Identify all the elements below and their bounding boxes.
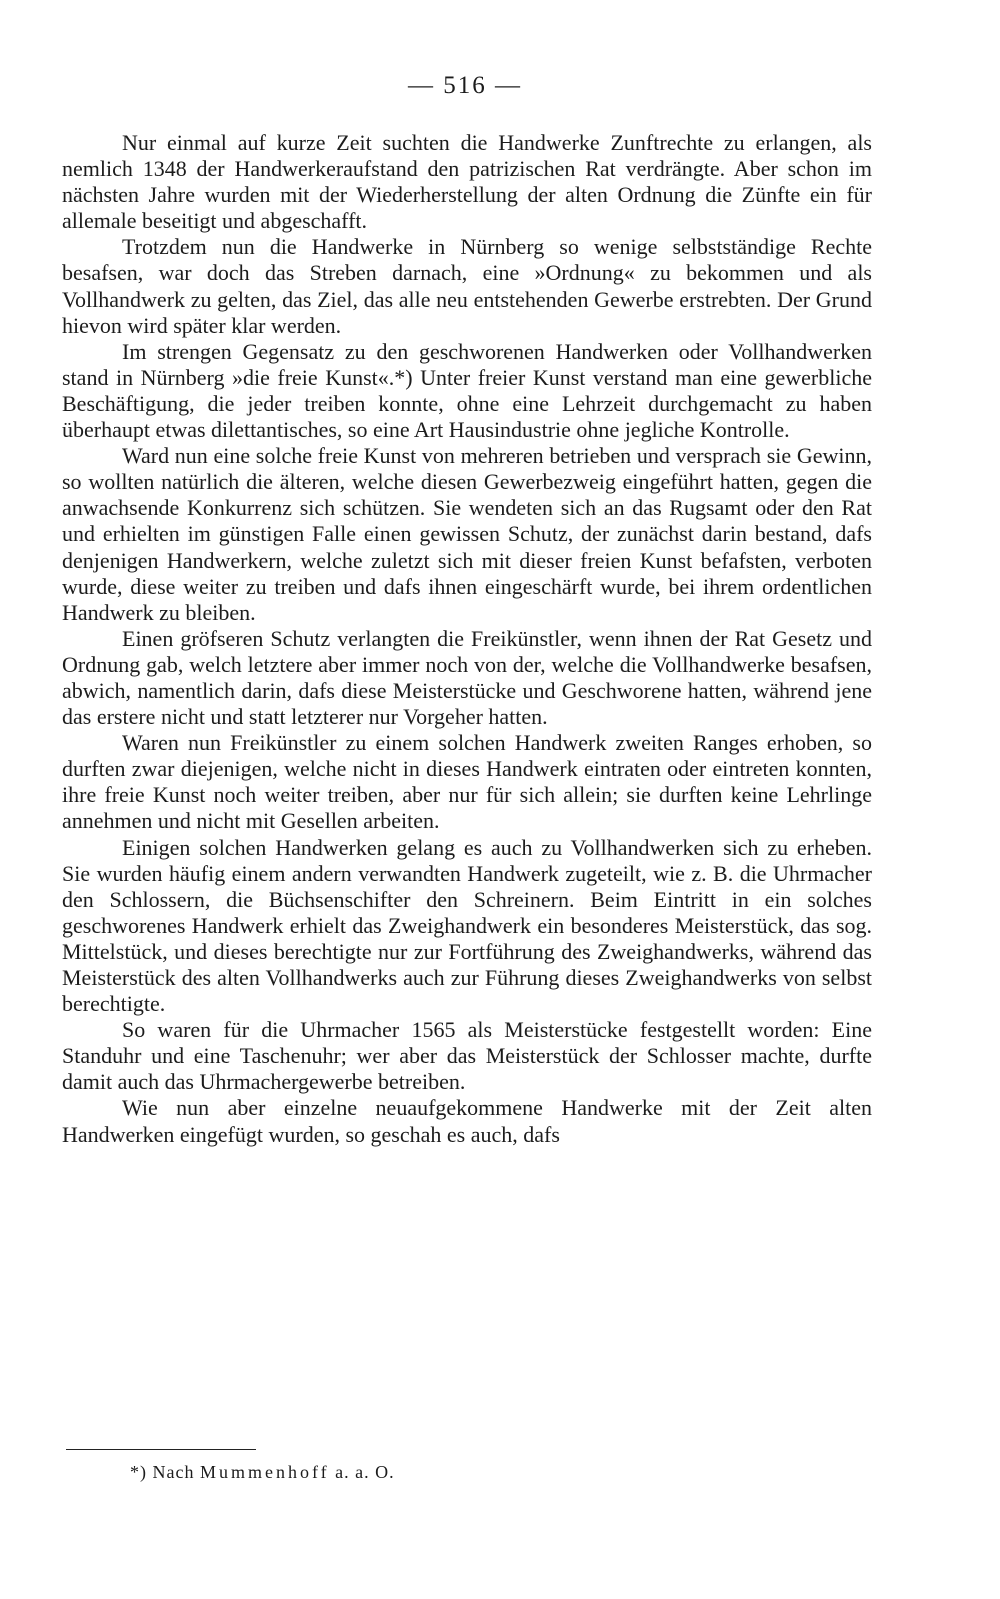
footnote-reference: a. a. O. (335, 1462, 395, 1482)
paragraph: Einigen solchen Handwerken gelang es auch zu Vollhandwerken sich zu erheben. Sie wurden häufig einem andern verwandten Handwerk zugeteilt, wie z. B. die Uhrmacher den Schlossern, die Büchsenschifter den Schreinern. Beim Eintritt in ein solches geschworenes Handwerk erhielt das Zweighandwerk ein besonderes Meisterstück, das sog. Mittelstück, und dieses berechtigte nur zur Fortführung des Zweighandwerks, während das Meisterstück des alten Vollhandwerks auch zur Führung dieses Zweighandwerks von selbst berechtigte. (62, 834, 872, 1017)
paragraph: Einen gröfseren Schutz verlangten die Freikünstler, wenn ihnen der Rat Gesetz und Ordnung gab, welch letztere aber immer noch von der, welche die Vollhandwerke besafsen, abwich, namentlich darin, dafs diese Meisterstücke und Geschworene hatten, während jene das erstere nicht und statt letzterer nur Vorgeher hatten. (62, 625, 872, 730)
footnote-author: Mummenhoff (199, 1462, 330, 1482)
paragraph: Ward nun eine solche freie Kunst von mehreren betrieben und versprach sie Gewinn, so wollten natürlich die älteren, welche diesen Gewerbezweig eingeführt hatten, gegen die anwachsende Konkurrenz sich schützen. Sie wendeten sich an das Rugsamt oder den Rat und erhielten im günstigen Falle einen gewissen Schutz, der zunächst darin bestand, dafs denjenigen Handwerkern, welche zuletzt sich mit dieser freien Kunst befafsten, verboten wurde, diese weiter zu treiben und dafs ihnen eingeschärft wurde, bei ihrem ordentlichen Handwerk zu bleiben. (62, 443, 872, 625)
body-text (62, 130, 872, 1148)
paragraph: Nur einmal auf kurze Zeit suchten die Handwerke Zunftrechte zu erlangen, als nemlich 1348 der Handwerkeraufstand den patrizischen Rat verdrängte. Aber schon im nächsten Jahre wurden mit der Wiederherstellung der alten Ordnung die Zünfte ein für allemale beseitigt und abgeschafft. (62, 130, 872, 234)
page-number: — 516 — (408, 72, 522, 99)
paragraph: Wie nun aber einzelne neuaufgekommene Handwerke mit der Zeit alten Handwerken eingefügt wurden, so geschah es auch, dafs (62, 1095, 872, 1147)
footnote (130, 1462, 395, 1483)
footnote-divider (66, 1449, 256, 1450)
paragraph: Im strengen Gegensatz zu den geschworenen Handwerken oder Vollhandwerken stand in Nürnberg »die freie Kunst«.*) Unter freier Kunst verstand man eine gewerbliche Beschäftigung, die jeder treiben konnte, ohne eine Lehrzeit durchgemacht zu haben überhaupt etwas dilettantisches, so eine Art Hausindustrie ohne jegliche Kontrolle. (62, 338, 872, 443)
footnote-marker: *) Nach (130, 1462, 195, 1482)
paragraph: Waren nun Freikünstler zu einem solchen Handwerk zweiten Ranges erhoben, so durften zwar diejenigen, welche nicht in dieses Handwerk eintraten oder eintreten konnten, ihre freie Kunst noch weiter treiben, aber nur für sich allein; sie durften keine Lehrlinge annehmen und nicht mit Gesellen arbeiten. (62, 730, 872, 834)
paragraph: Trotzdem nun die Handwerke in Nürnberg so wenige selbstständige Rechte besafsen, war doch das Streben darnach, eine »Ordnung« zu bekommen und als Vollhandwerk zu gelten, das Ziel, das alle neu entstehenden Gewerbe erstrebten. Der Grund hievon wird später klar werden. (62, 234, 872, 338)
paragraph: So waren für die Uhrmacher 1565 als Meisterstücke festgestellt worden: Eine Standuhr und eine Taschenuhr; wer aber das Meisterstück der Schlosser machte, durfte damit auch das Uhrmachergewerbe betreiben. (62, 1017, 872, 1095)
